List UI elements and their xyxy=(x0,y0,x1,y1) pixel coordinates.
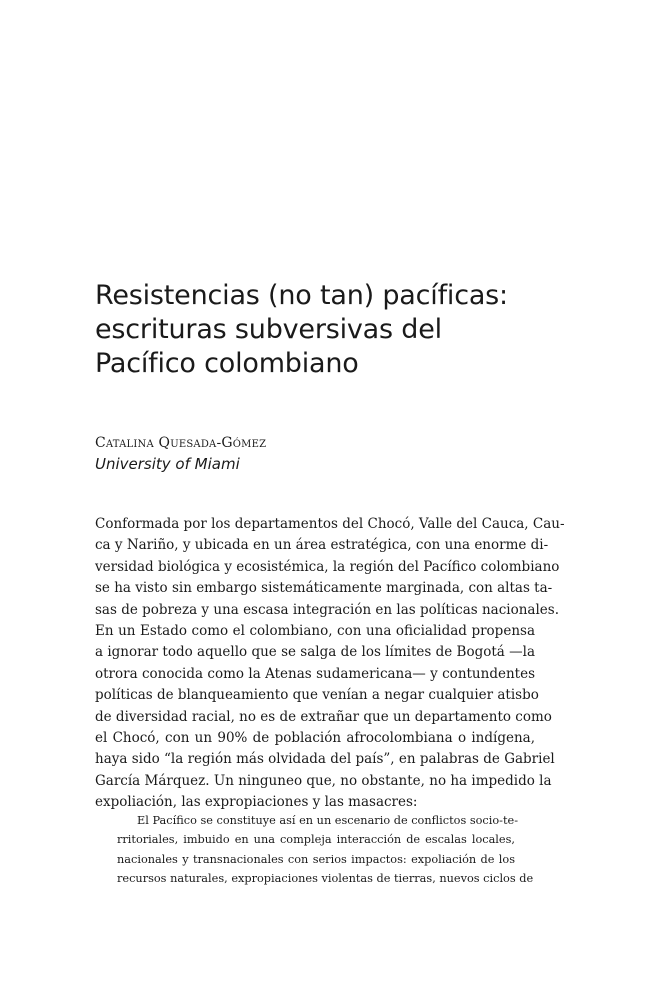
article-title xyxy=(95,279,565,381)
quote-line: recursos naturales, expropiaciones violentas de tierras, nuevos ciclos de xyxy=(117,871,534,885)
quote-line: El Pacífico se constituye así en un escenario de conflictos socio-te- xyxy=(137,814,519,827)
body-line: haya sido “la región más olvidada del país”, en palabras de Gabriel xyxy=(95,751,555,768)
body-line: políticas de blanqueamiento que venían a negar cualquier atisbo xyxy=(95,687,539,704)
quote-line: nacionales y transnacionales con serios impactos: expoliación de los xyxy=(117,852,515,866)
body-line: Conformada por los departamentos del Chocó, Valle del Cauca, Cau- xyxy=(95,516,565,532)
body-line: a ignorar todo aquello que se salga de los límites de Bogotá —la xyxy=(95,644,535,661)
title-line: Resistencias (no tan) pacíficas: xyxy=(95,280,508,311)
title-line: escrituras subversivas del xyxy=(95,314,442,345)
body-line: expoliación, las expropiaciones y las masacres: xyxy=(95,794,418,811)
body-line: García Márquez. Un ninguneo que, no obstante, no ha impedido la xyxy=(95,772,552,789)
body-line: otrora conocida como la Atenas sudamericana— y contundentes xyxy=(95,665,535,682)
body-line: sas de pobreza y una escasa integración en las políticas nacionales. xyxy=(95,601,559,618)
title-line: Pacífico colombiano xyxy=(95,348,359,379)
quote-line: rritoriales, imbuido en una compleja interacción de escalas locales, xyxy=(117,833,515,847)
author-affiliation: University of Miami xyxy=(95,455,240,473)
body-paragraph xyxy=(95,514,565,813)
body-line: se ha visto sin embargo sistemáticamente marginada, con altas ta- xyxy=(95,580,553,597)
block-quote xyxy=(117,811,534,888)
body-line: versidad biológica y ecosistémica, la región del Pacífico colombiano xyxy=(95,558,560,575)
author-name: Catalina Quesada-Gómez xyxy=(95,435,267,451)
body-line: En un Estado como el colombiano, con una oficialidad propensa xyxy=(95,622,535,639)
body-line: de diversidad racial, no es de extrañar que un departamento como xyxy=(95,708,552,725)
body-line: ca y Nariño, y ubicada en un área estratégica, con una enorme di- xyxy=(95,537,549,554)
body-line: el Chocó, con un 90% de población afrocolombiana o indígena, xyxy=(95,729,535,746)
